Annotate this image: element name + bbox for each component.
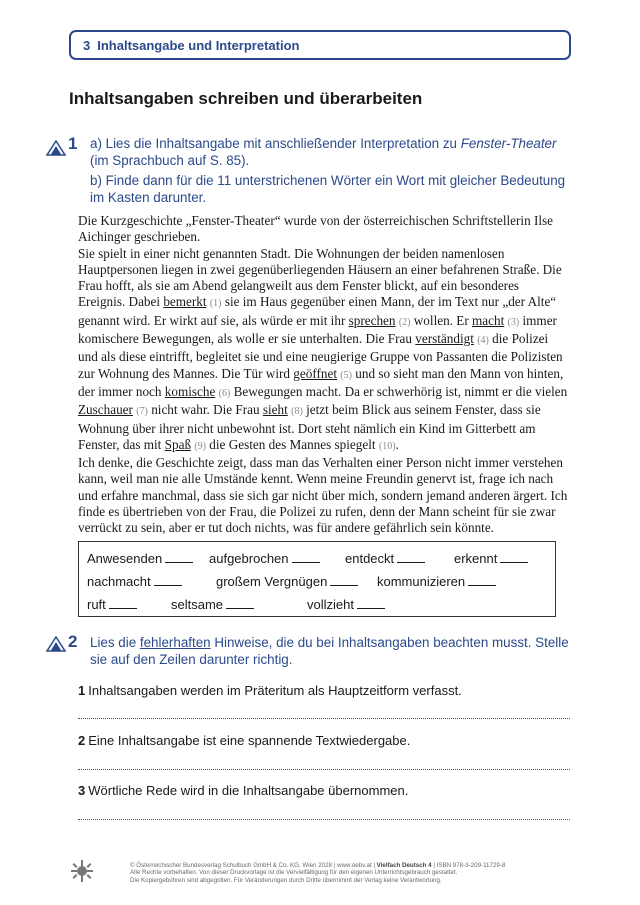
statement-3: 3 Wörtliche Rede wird in die Inhaltsangabe übernommen.	[78, 783, 409, 798]
underlined-word-4: verständigt	[415, 331, 474, 347]
underlined-word-6: komische	[164, 383, 216, 399]
publisher-logo-icon	[70, 859, 94, 883]
footer-copyright: © Österreichischer Bundesverlag Schulbuch GmbH & Co. KG, Wien 2028 | www.oebv.at | Vielfach Deutsch 4 | ISBN 978-3-209-11729-8 Alle Rechte vorbehalten. Von dieser Druckvorlage ist die Vervielfältigung für den eigenen Unterrichtsgebrauch gestattet. Die Kopiergebühren sind abgegolten. Für Veränderungen durch Dritte übernimmt der Verlag keine Verantwortung.	[130, 862, 506, 884]
underlined-word-8: sieht	[262, 402, 288, 418]
statement-1: 1 Inhaltsangaben werden im Präteritum als Hauptzeitform verfasst.	[78, 683, 462, 698]
underlined-word: fehlerhaften	[139, 635, 211, 650]
task2-instructions: Lies die fehlerhaften Hinweise, die du bei Inhaltsangaben beachten musst. Stelle sie auf den Zeilen darunter richtig.	[90, 635, 569, 667]
word-option: entdeckt	[345, 551, 425, 566]
difficulty-triangle-icon	[46, 140, 66, 156]
statement-2: 2 Eine Inhaltsangabe ist eine spannende Textwiedergabe.	[78, 733, 411, 748]
chapter-title: Inhaltsangabe und Interpretation	[97, 37, 300, 53]
underlined-word-5: geöffnet	[293, 365, 337, 381]
word-option: nachmacht	[87, 574, 182, 589]
answer-line-3[interactable]	[78, 819, 570, 820]
text-paragraph-3: Ich denke, die Geschichte zeigt, dass man das Verhalten einer Person nicht immer verstehen kann, weil man nie alle Umstände kennt. Wenn meine Freundin genervt ist, frage ich nach und erfahre manchmal, dass sie sich gar nicht über mich, sondern jemand anderen ärgert. Ich finde es übertrieben von der Frau, die Polizei zu rufen, denn der Mann scheint für sie zwar verrückt zu sein, aber er tut doch nichts, was für andere gefährlich sein könnte.	[78, 455, 568, 536]
chapter-number: 3	[83, 37, 91, 53]
word-option: aufgebrochen	[209, 551, 320, 566]
underlined-word-3: macht	[472, 312, 505, 328]
underlined-word-9: Spaß	[164, 436, 192, 452]
task-number-2: 2	[68, 632, 78, 651]
underlined-word-1: bemerkt	[163, 294, 207, 310]
word-option: kommunizieren	[377, 574, 496, 589]
underlined-word-7: Zuschauer	[78, 402, 133, 418]
task1-instruction-a: a) Lies die Inhaltsangabe mit anschließender Interpretation zu Fenster-Theater (im Sprachbuch auf S. 85).	[90, 136, 557, 168]
underlined-word-2: sprechen	[348, 312, 396, 328]
word-option: ruft	[87, 597, 137, 612]
task1-instruction-b: b) Finde dann für die 11 unterstrichenen Wörter ein Wort mit gleicher Bedeutung im Kasten darunter.	[90, 173, 566, 205]
task1-instructions	[90, 136, 572, 210]
difficulty-triangle-icon	[46, 636, 66, 652]
word-option: großem Vergnügen	[216, 574, 358, 589]
word-option: seltsame	[171, 597, 254, 612]
task-number-1: 1	[68, 134, 78, 153]
text-paragraph-1: Die Kurzgeschichte „Fenster-Theater“ wurde von der österreichischen Schriftstellerin Ilse Aichinger geschrieben.	[78, 213, 554, 245]
word-box	[78, 541, 556, 617]
answer-line-2[interactable]	[78, 769, 570, 770]
word-option: Anwesenden	[87, 551, 193, 566]
word-option: erkennt	[454, 551, 528, 566]
summary-text	[78, 213, 568, 537]
word-option: vollzieht	[307, 597, 385, 612]
answer-line-1[interactable]	[78, 718, 570, 719]
page-title: Inhaltsangaben schreiben und überarbeiten	[69, 89, 423, 108]
chapter-header	[69, 30, 571, 60]
text-paragraph-2: Sie spielt in einer nicht genannten Stadt. Die Wohnungen der beiden namenlosen Hauptpersonen liegen in zwei gegenüberliegenden Häusern an einer befahrenen Straße. Die Frau hofft, als sie am Abend gelangweilt aus dem Fenster blickt, auf ein besonderes Ereignis. Dabei bemerkt (1) sie im Haus gegenüber einen Mann, der im Text nur „der Alte“ genannt wird. Er wirkt auf sie, als würde er mit ihr sprechen (2) wollen. Er macht (3) immer komischere Bewegungen, als wolle er sie unterhalten. Die Frau verständigt (4) die Polizei und als diese eintrifft, begleitet sie und eine neugierige Gruppe von Passanten die Polizisten zur Wohnung des Mannes. Die Tür wird geöffnet (5) und so sieht man den Mann von hinten, der immer noch komische (6) Bewegungen macht. Da er schwerhörig ist, nimmt er die vielen Zuschauer (7) nicht wahr. Die Frau sieht (8) jetzt beim Blick aus seinem Fenster, dass sie Wohnung über ihrer nicht unbewohnt ist. Dort steht nämlich ein Kind im Gitterbett am Fenster, das mit Spaß (9) die Gesten des Mannes spiegelt (10).	[78, 245, 568, 452]
